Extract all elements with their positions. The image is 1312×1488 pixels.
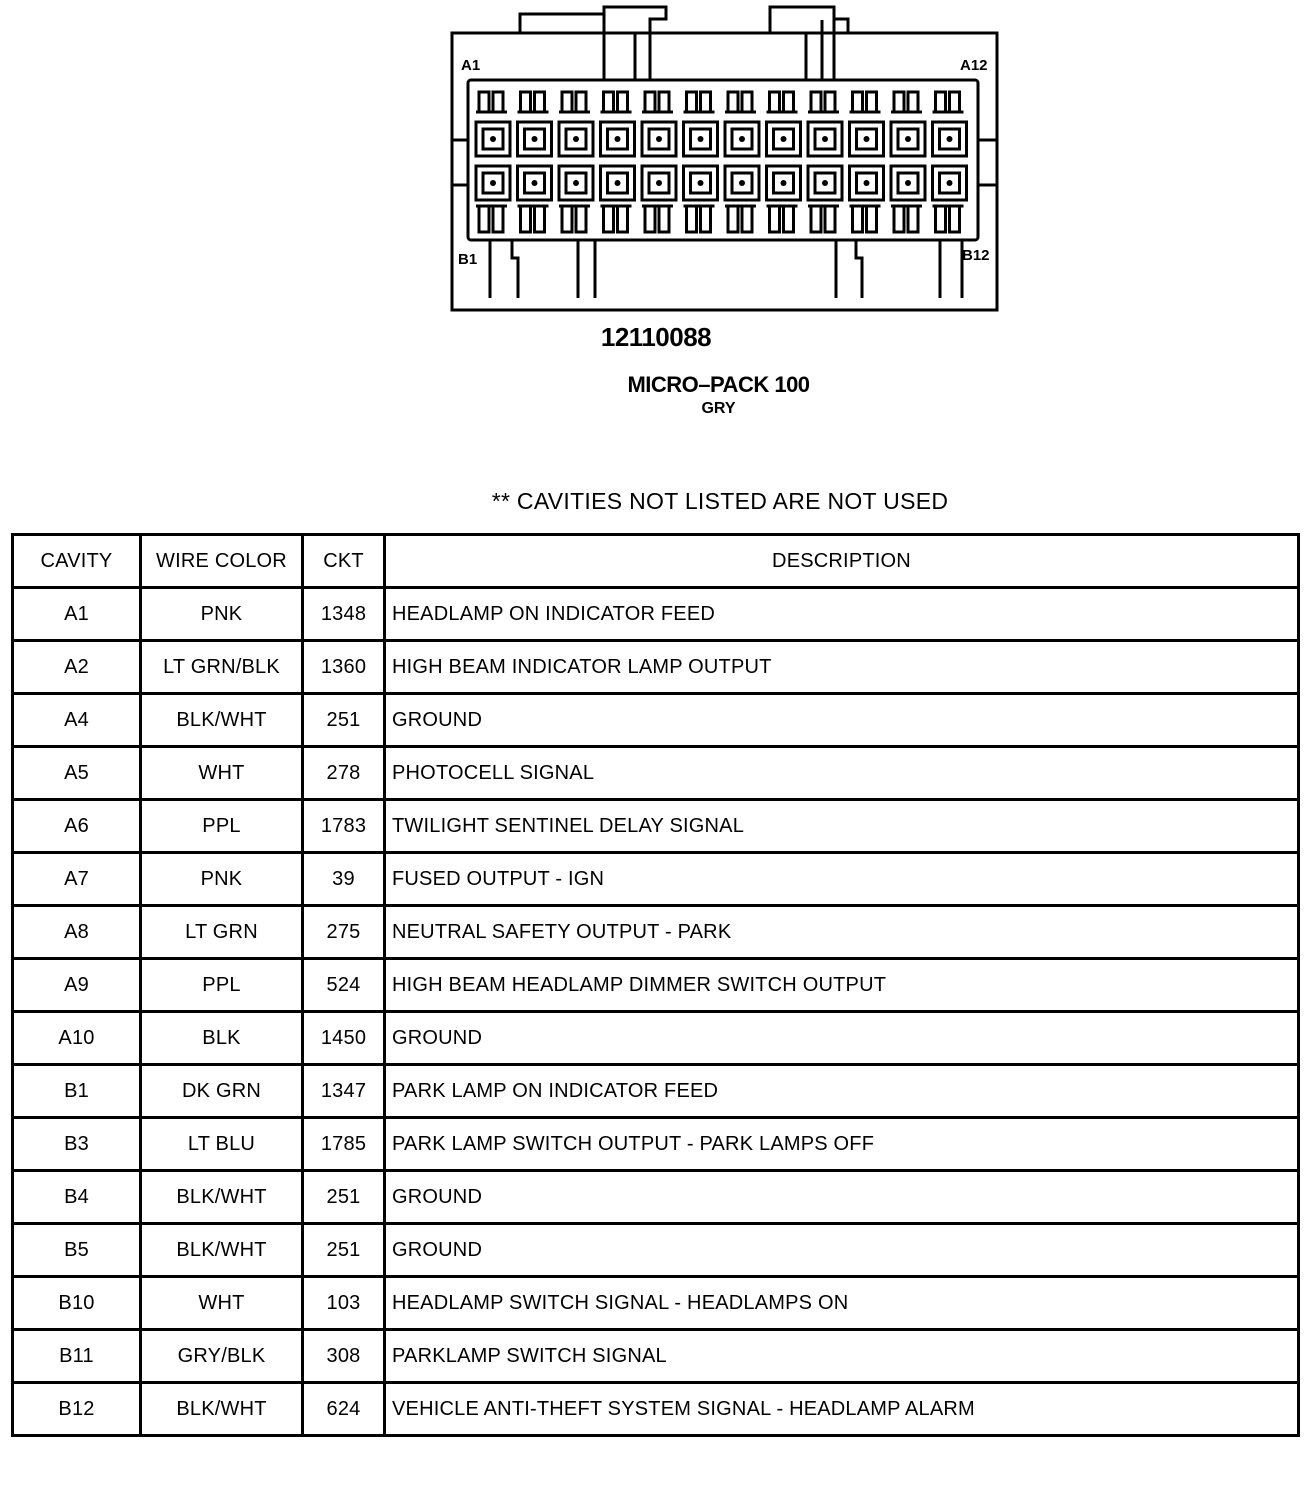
terminal-contact [573, 180, 579, 186]
pin-latch-bottom [808, 206, 839, 232]
cell-ckt: 278 [303, 747, 385, 800]
terminal-contact [864, 136, 870, 142]
connector-color: GRY [701, 400, 736, 417]
table-row [13, 959, 1299, 1012]
cell-wire-color: PPL [141, 959, 303, 1012]
terminal-contact [822, 136, 828, 142]
table-row [13, 588, 1299, 641]
header-ckt: CKT [303, 535, 385, 588]
cell-ckt: 1785 [303, 1118, 385, 1171]
cell-wire-color: BLK [141, 1012, 303, 1065]
pin-latch-bottom [891, 206, 922, 232]
cell-cavity: B10 [13, 1277, 141, 1330]
pin-latch-top [518, 92, 549, 112]
table-row [13, 1012, 1299, 1065]
table-row [13, 1065, 1299, 1118]
pin-latch-top [476, 92, 507, 112]
cell-ckt: 39 [303, 853, 385, 906]
cell-ckt: 275 [303, 906, 385, 959]
cell-description: HIGH BEAM INDICATOR LAMP OUTPUT [385, 641, 1299, 694]
cell-wire-color: WHT [141, 1277, 303, 1330]
terminal-contact [656, 180, 662, 186]
cavity-label-a12: A12 [960, 57, 988, 74]
cell-cavity: B3 [13, 1118, 141, 1171]
pin-latch-top [642, 92, 673, 112]
cell-description: NEUTRAL SAFETY OUTPUT - PARK [385, 906, 1299, 959]
cell-description: GROUND [385, 1171, 1299, 1224]
cell-description: PHOTOCELL SIGNAL [385, 747, 1299, 800]
cell-wire-color: PNK [141, 853, 303, 906]
pin-latch-top [684, 92, 715, 112]
cell-ckt: 624 [303, 1383, 385, 1436]
pinout-table-body [13, 588, 1299, 1436]
cell-cavity: A5 [13, 747, 141, 800]
table-row [13, 747, 1299, 800]
connector-part-number: 12110088 [600, 322, 712, 352]
connector-latch-left [520, 7, 666, 80]
cell-wire-color: WHT [141, 747, 303, 800]
cell-cavity: B1 [13, 1065, 141, 1118]
table-row [13, 1171, 1299, 1224]
cell-cavity: A7 [13, 853, 141, 906]
connector-key-left [490, 240, 595, 298]
cavity-label-b12: B12 [962, 247, 990, 264]
cell-cavity: A1 [13, 588, 141, 641]
cell-cavity: B12 [13, 1383, 141, 1436]
cell-wire-color: BLK/WHT [141, 1224, 303, 1277]
pin-latch-bottom [850, 206, 881, 232]
cavity-label-b1: B1 [458, 251, 478, 268]
terminal-contact [905, 180, 911, 186]
table-row [13, 853, 1299, 906]
cell-wire-color: LT GRN [141, 906, 303, 959]
header-cavity: CAVITY [13, 535, 141, 588]
cavity-label-a1: A1 [461, 57, 481, 74]
pin-latch-bottom [767, 206, 798, 232]
table-row [13, 800, 1299, 853]
terminal-contact [822, 180, 828, 186]
pin-latch-top [850, 92, 881, 112]
cell-description: FUSED OUTPUT - IGN [385, 853, 1299, 906]
terminal-contact [615, 136, 621, 142]
pin-latch-bottom [642, 206, 673, 232]
terminal-contact [573, 136, 579, 142]
cell-description: HIGH BEAM HEADLAMP DIMMER SWITCH OUTPUT [385, 959, 1299, 1012]
unused-cavities-note: ** CAVITIES NOT LISTED ARE NOT USED [491, 488, 949, 514]
header-wire-color: WIRE COLOR [141, 535, 303, 588]
cell-description: HEADLAMP SWITCH SIGNAL - HEADLAMPS ON [385, 1277, 1299, 1330]
cell-wire-color: BLK/WHT [141, 1383, 303, 1436]
cell-cavity: B5 [13, 1224, 141, 1277]
pin-latch-top [559, 92, 590, 112]
connector-latch-right [770, 7, 848, 80]
cell-wire-color: BLK/WHT [141, 1171, 303, 1224]
table-row [13, 906, 1299, 959]
pin-grid [476, 92, 967, 232]
cell-cavity: A2 [13, 641, 141, 694]
table-row [13, 1330, 1299, 1383]
table-row [13, 694, 1299, 747]
cell-ckt: 524 [303, 959, 385, 1012]
cell-description: PARK LAMP ON INDICATOR FEED [385, 1065, 1299, 1118]
cell-ckt: 251 [303, 694, 385, 747]
terminal-contact [739, 180, 745, 186]
cell-cavity: A10 [13, 1012, 141, 1065]
cell-description: GROUND [385, 694, 1299, 747]
cell-cavity: B4 [13, 1171, 141, 1224]
pin-latch-top [891, 92, 922, 112]
terminal-contact [656, 136, 662, 142]
cell-wire-color: PNK [141, 588, 303, 641]
cell-wire-color: LT GRN/BLK [141, 641, 303, 694]
terminal-contact [947, 136, 953, 142]
pinout-table [11, 533, 1300, 1437]
pin-latch-bottom [601, 206, 632, 232]
table-row [13, 641, 1299, 694]
terminal-contact [947, 180, 953, 186]
terminal-contact [615, 180, 621, 186]
cell-description: VEHICLE ANTI-THEFT SYSTEM SIGNAL - HEADLAMP ALARM [385, 1383, 1299, 1436]
terminal-contact [698, 180, 704, 186]
terminal-contact [698, 136, 704, 142]
pin-latch-bottom [725, 206, 756, 232]
pin-latch-bottom [684, 206, 715, 232]
cell-description: TWILIGHT SENTINEL DELAY SIGNAL [385, 800, 1299, 853]
connector-name: MICRO–PACK 100 [627, 372, 810, 397]
cell-wire-color: DK GRN [141, 1065, 303, 1118]
cell-wire-color: PPL [141, 800, 303, 853]
pin-latch-top [933, 92, 964, 112]
pin-latch-bottom [476, 206, 507, 232]
connector-key-right [836, 240, 962, 298]
cell-cavity: A8 [13, 906, 141, 959]
cell-cavity: B11 [13, 1330, 141, 1383]
terminal-contact [490, 136, 496, 142]
table-row [13, 1277, 1299, 1330]
terminal-contact [864, 180, 870, 186]
cell-ckt: 1347 [303, 1065, 385, 1118]
cell-cavity: A6 [13, 800, 141, 853]
cell-ckt: 251 [303, 1224, 385, 1277]
pin-latch-bottom [559, 206, 590, 232]
cell-ckt: 1348 [303, 588, 385, 641]
terminal-contact [532, 136, 538, 142]
pin-latch-top [767, 92, 798, 112]
pin-latch-bottom [518, 206, 549, 232]
header-description: DESCRIPTION [385, 535, 1299, 588]
cell-wire-color: BLK/WHT [141, 694, 303, 747]
table-row [13, 1383, 1299, 1436]
cell-wire-color: GRY/BLK [141, 1330, 303, 1383]
cell-ckt: 1783 [303, 800, 385, 853]
cell-description: HEADLAMP ON INDICATOR FEED [385, 588, 1299, 641]
cell-description: PARKLAMP SWITCH SIGNAL [385, 1330, 1299, 1383]
table-row [13, 1118, 1299, 1171]
cell-wire-color: LT BLU [141, 1118, 303, 1171]
pin-latch-top [725, 92, 756, 112]
connector-face-diagram [440, 0, 1010, 320]
terminal-contact [532, 180, 538, 186]
cell-ckt: 103 [303, 1277, 385, 1330]
cell-description: PARK LAMP SWITCH OUTPUT - PARK LAMPS OFF [385, 1118, 1299, 1171]
terminal-contact [739, 136, 745, 142]
terminal-contact [781, 180, 787, 186]
cell-ckt: 1450 [303, 1012, 385, 1065]
pin-latch-bottom [933, 206, 964, 232]
pin-latch-top [601, 92, 632, 112]
pin-latch-top [808, 92, 839, 112]
terminal-contact [905, 136, 911, 142]
cell-cavity: A4 [13, 694, 141, 747]
cell-ckt: 1360 [303, 641, 385, 694]
cell-ckt: 251 [303, 1171, 385, 1224]
terminal-contact [781, 136, 787, 142]
table-header-row [13, 535, 1299, 588]
cell-cavity: A9 [13, 959, 141, 1012]
cell-description: GROUND [385, 1224, 1299, 1277]
terminal-contact [490, 180, 496, 186]
cell-ckt: 308 [303, 1330, 385, 1383]
table-row [13, 1224, 1299, 1277]
cell-description: GROUND [385, 1012, 1299, 1065]
